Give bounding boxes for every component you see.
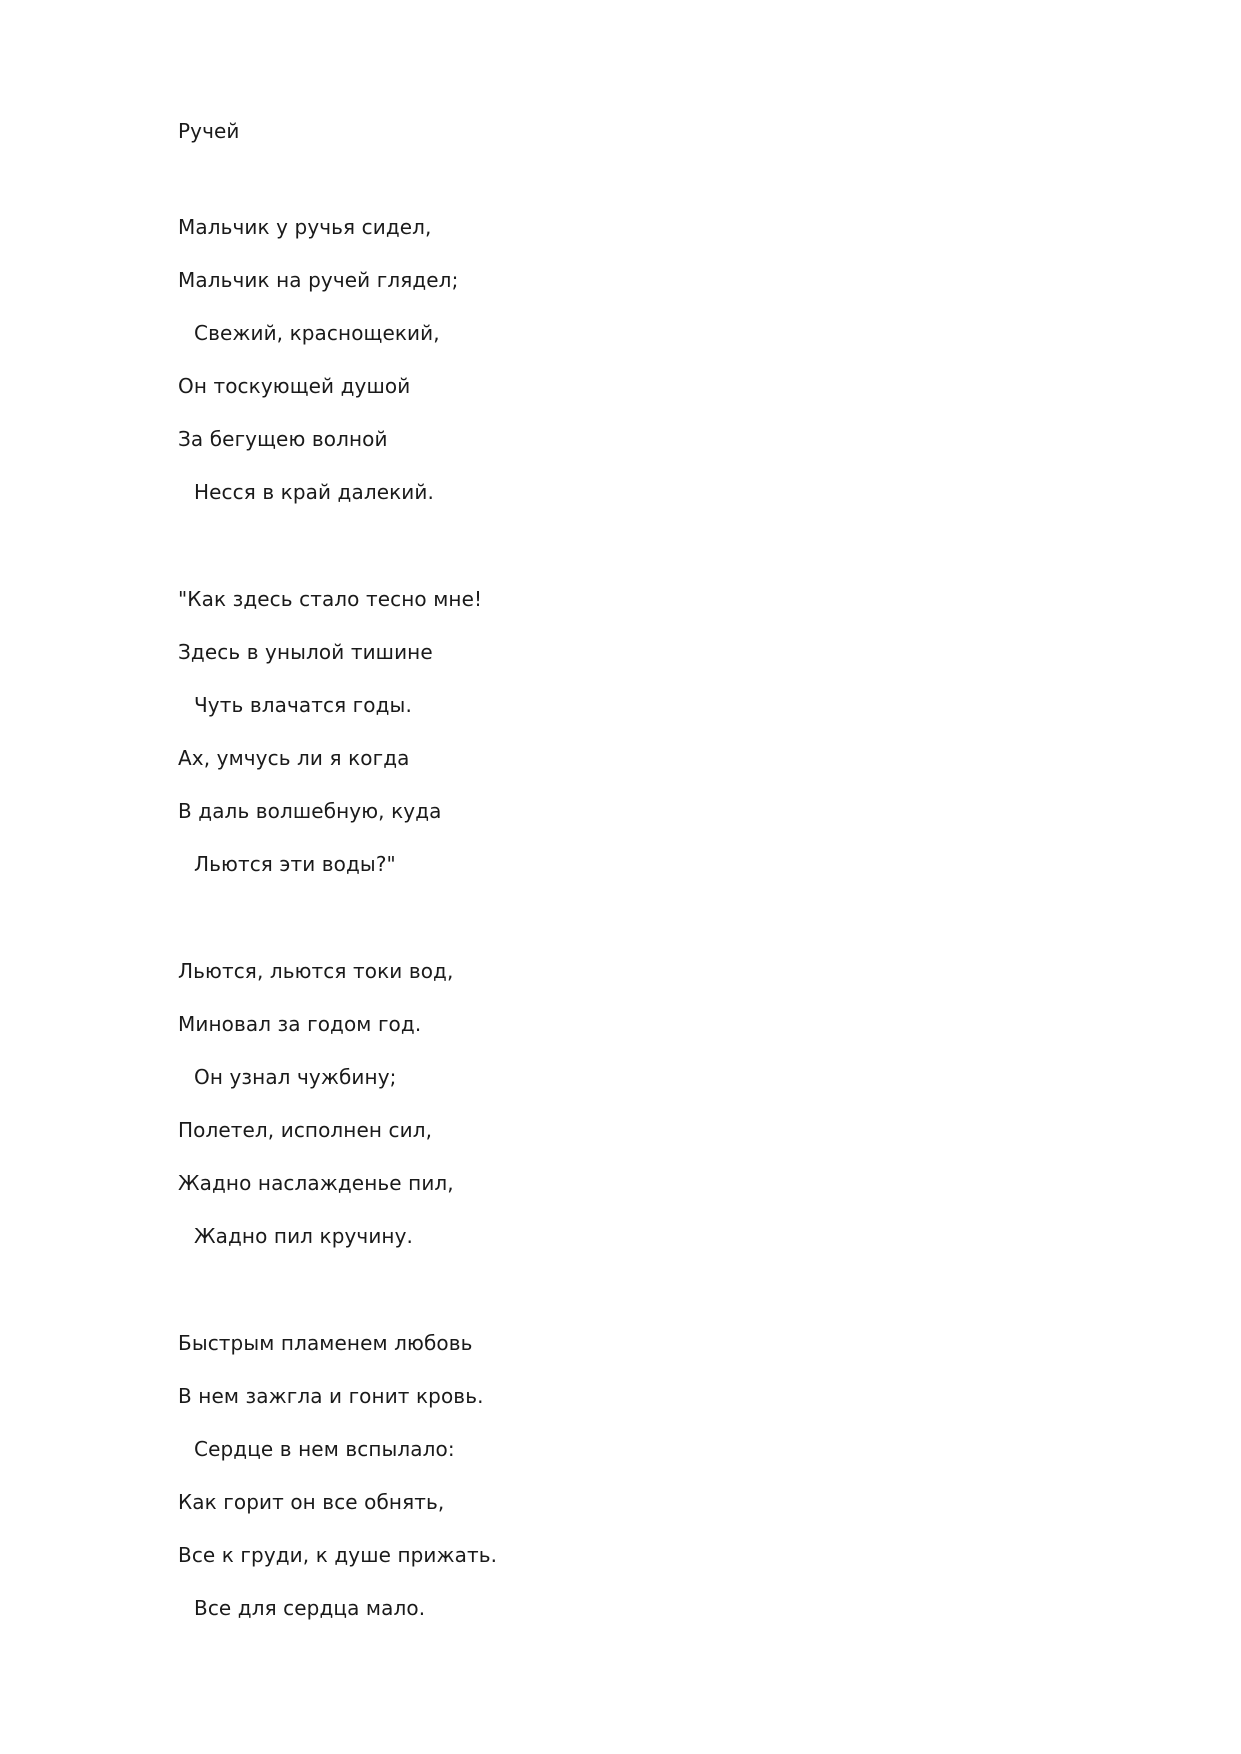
stanza-2-line-1: "Как здесь стало тесно мне! [178,587,483,611]
stanza-4-line-3: Сердце в нем вспылало: [194,1437,455,1461]
stanza-4-line-6: Все для сердца мало. [194,1596,426,1620]
stanza-2-line-5: В даль волшебную, куда [178,799,442,823]
stanza-3-line-6: Жадно пил кручину. [194,1224,414,1248]
stanza-1-line-5: За бегущею волной [178,427,388,451]
stanza-1-line-1: Мальчик у ручья сидел, [178,215,432,239]
stanza-1-line-4: Он тоскующей душой [178,374,411,398]
stanza-2-line-6: Льются эти воды?" [194,852,396,876]
stanza-4-line-1: Быстрым пламенем любовь [178,1331,473,1355]
stanza-3-line-2: Миновал за годом год. [178,1012,422,1036]
stanza-3-line-1: Льются, льются токи вод, [178,959,454,983]
poem-title: Ручей [178,119,240,143]
stanza-1-line-6: Несся в край далекий. [194,480,434,504]
stanza-1-line-2: Мальчик на ручей глядел; [178,268,459,292]
stanza-4-line-5: Все к груди, к душе прижать. [178,1543,498,1567]
stanza-3-line-5: Жадно наслажденье пил, [178,1171,454,1195]
stanza-3-line-4: Полетел, исполнен сил, [178,1118,433,1142]
stanza-2-line-3: Чуть влачатся годы. [194,693,412,717]
stanza-2-line-2: Здесь в унылой тишине [178,640,433,664]
stanza-4-line-2: В нем зажгла и гонит кровь. [178,1384,484,1408]
stanza-2-line-4: Ах, умчусь ли я когда [178,746,410,770]
stanza-1-line-3: Свежий, краснощекий, [194,321,440,345]
stanza-4-line-4: Как горит он все обнять, [178,1490,445,1514]
stanza-3-line-3: Он узнал чужбину; [194,1065,397,1089]
